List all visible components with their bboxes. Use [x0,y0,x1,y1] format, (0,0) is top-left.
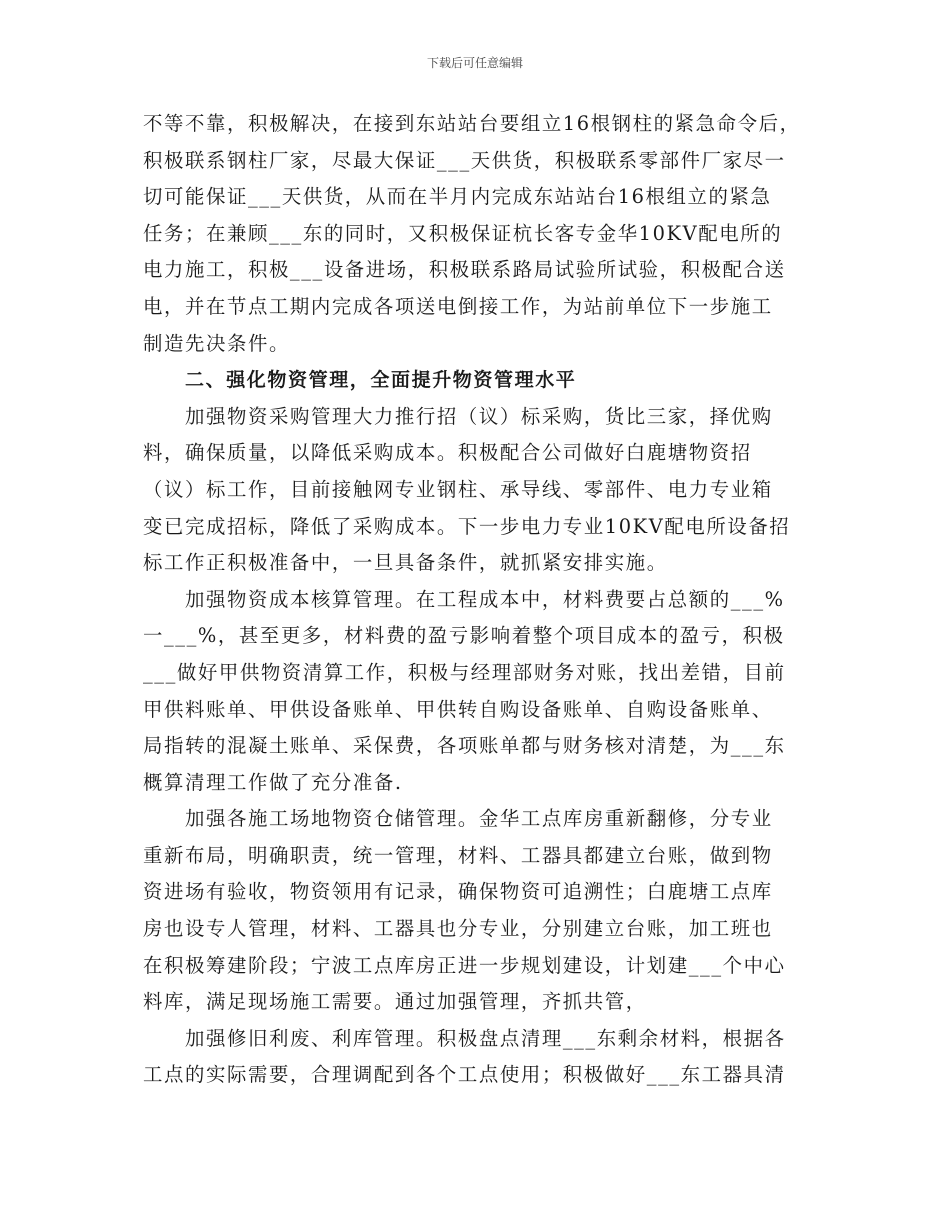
paragraph-first-line: 加强物资采购管理大力推行招（议）标采购，货比三家，择优购 [185,404,773,428]
document-body [143,106,815,1094]
text-line: 料库，满足现场施工需要。通过加强管理，齐抓共管， [143,990,647,1014]
text-line: ___做好甲供物资清算工作，积极与经理部财务对账，找出差错，目前 [143,660,786,684]
text-line: 制造先决条件。 [143,331,290,355]
text-line: 房也设专人管理，材料、工器具也分专业，分别建立台账，加工班也 [143,917,773,941]
text-line: 概算清理工作做了充分准备. [143,770,403,794]
text-line: 不等不靠，积极解决，在接到东站站台要组立16根钢柱的紧急命令后， [143,112,801,135]
text-line: 标工作正积极准备中，一旦具备条件，就抓紧安排实施。 [143,551,668,575]
text-line: 变已完成招标，降低了采购成本。下一步电力专业10KV配电所设备招 [143,514,791,538]
page-header: 下载后可任意编辑 [426,56,523,70]
paragraph-first-line: 加强各施工场地物资仓储管理。金华工点库房重新翻修，分专业 [185,807,773,831]
text-line: 工点的实际需要，合理调配到各个工点使用；积极做好___东工器具清 [143,1063,786,1087]
text-line: 一___%，甚至更多，材料费的盈亏影响着整个项目成本的盈亏，积极 [143,624,785,648]
text-line: 任务；在兼顾___东的同时，又积极保证杭长客专金华10KV配电所的 [143,221,783,245]
text-line: 重新布局，明确职责，统一管理，材料、工器具都建立台账，做到物 [143,843,773,867]
text-line: 局指转的混凝土账单、采保费，各项账单都与财务核对清楚，为___东 [143,734,786,758]
text-line: 电，并在节点工期内完成各项送电倒接工作，为站前单位下一步施工 [143,294,773,318]
paragraph-first-line: 加强修旧利废、利库管理。积极盘点清理___东剩余材料，根据各 [185,1026,786,1050]
text-line: 甲供料账单、甲供设备账单、甲供转自购设备账单、自购设备账单、 [143,697,773,721]
text-line: 切可能保证___天供货，从而在半月内完成东站站台16根组立的紧急 [143,185,772,209]
text-line: 在积极筹建阶段；宁波工点库房正进一步规划建设，计划建___个中心 [143,953,786,977]
text-line: 电力施工，积极___设备进场，积极联系路局试验所试验，积极配合送 [143,258,786,282]
text-line: （议）标工作，目前接触网专业钢柱、承导线、零部件、电力专业箱 [143,477,773,501]
text-line: 料，确保质量，以降低采购成本。积极配合公司做好白鹿塘物资招 [143,441,752,465]
section-heading: 二、强化物资管理，全面提升物资管理水平 [185,369,577,392]
text-line: 资进场有验收，物资领用有记录，确保物资可追溯性；白鹿塘工点库 [143,880,773,904]
paragraph-first-line: 加强物资成本核算管理。在工程成本中，材料费要占总额的___% [185,587,785,611]
text-line: 积极联系钢柱厂家，尽最大保证___天供货，积极联系零部件厂家尽一 [143,148,786,172]
